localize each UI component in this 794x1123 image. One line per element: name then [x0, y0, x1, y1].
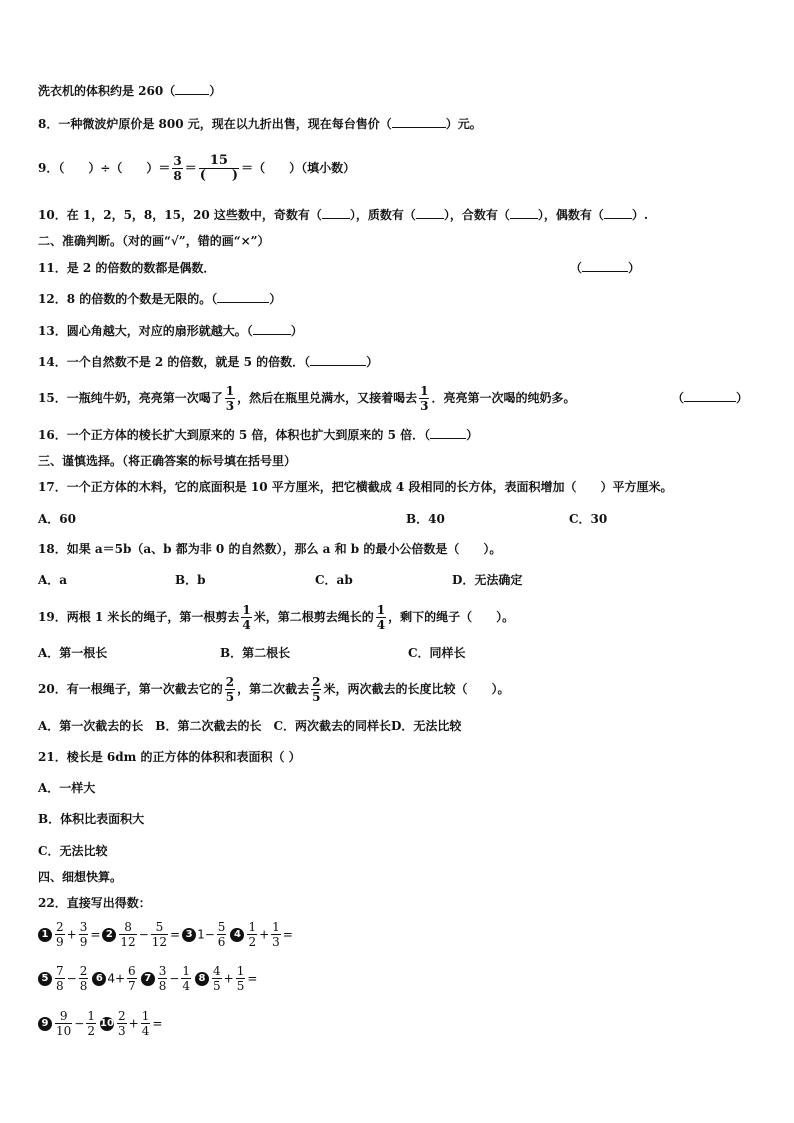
option-a[interactable]: A．一样大: [38, 781, 96, 795]
question-text: 12．8 的倍数的个数是无限的。（: [38, 292, 218, 306]
item-number-badge: 8: [195, 972, 209, 986]
question-19: [38, 597, 514, 637]
question-text: 20．有一根绳子，第一次截去它的: [38, 682, 223, 696]
fraction: [236, 964, 246, 993]
question-text: 15．一瓶纯牛奶，亮亮第一次喝了: [38, 391, 223, 405]
fraction: [79, 964, 89, 993]
equals-sign: ＝: [184, 161, 197, 175]
option-a[interactable]: A．60: [38, 512, 77, 526]
question-text-end: ）元。: [445, 117, 482, 131]
fraction: [55, 964, 65, 993]
fraction: [172, 154, 182, 183]
question-11-answer: [570, 260, 640, 276]
question-text: ），合数有（: [443, 208, 510, 222]
numerator: 1: [242, 603, 251, 617]
equals-sign: =: [247, 971, 258, 986]
question-text: 13．圆心角越大，对应的扇形就越大。（: [38, 324, 253, 338]
numerator: 1: [376, 603, 386, 617]
item-number-badge: 4: [230, 928, 244, 942]
question-7-tail: [38, 83, 221, 99]
paren-close: ）: [209, 84, 222, 98]
answer-blank[interactable]: [322, 208, 350, 219]
whole-number: 4: [107, 971, 115, 986]
question-9: [38, 148, 355, 188]
fraction: [247, 920, 257, 949]
answer-blank[interactable]: [175, 84, 209, 95]
option-b[interactable]: B．40: [406, 512, 445, 526]
option-a[interactable]: A．第一根长: [38, 646, 108, 660]
question-text: 16．一个正方体的棱长扩大到原来的 5 倍，体积也扩大到原来的 5 倍．（: [38, 428, 431, 442]
denominator: 3: [420, 399, 429, 413]
question-17: 17．一个正方体的木料，它的底面积是 10 平方厘米，把它横截成 4 段相同的长方体，表面积增加（ ）平方厘米。: [38, 480, 673, 494]
question-text: 14．一个自然数不是 2 的倍数，就是 5 的倍数．（: [38, 355, 311, 369]
question-text: 8．一种微波炉原价是 800 元，现在以九折出售，现在每台售价（: [38, 117, 392, 131]
numerator: 1: [182, 964, 191, 978]
question-text: 10．在 1，2，5，8，15，20 这些数中，奇数有（: [38, 208, 322, 222]
option-a[interactable]: A．a: [38, 573, 68, 587]
denominator: 4: [376, 618, 386, 632]
fraction: [419, 384, 429, 413]
fraction: [311, 675, 321, 704]
question-18: 18．如果 a＝5b（a、b 都为非 0 的自然数），那么 a 和 b 的最小公倍数是（ ）。: [38, 542, 502, 556]
question-text: ），质数有（: [349, 208, 416, 222]
operator: −: [74, 1016, 85, 1031]
numerator: 1: [87, 1009, 95, 1023]
question-15: [38, 378, 575, 418]
question-20: [38, 669, 509, 709]
calc-row: [38, 964, 259, 993]
item-number-badge: 10: [100, 1017, 114, 1029]
numerator: 6: [128, 964, 136, 978]
numerator: 3: [79, 920, 88, 934]
denominator: 7: [128, 979, 136, 993]
paren-open: （: [570, 261, 583, 275]
calc-row: [38, 1009, 164, 1038]
options-row[interactable]: A．第一次截去的长 B．第二次截去的长 C．两次截去的同样长D．无法比较: [38, 719, 462, 733]
operator: −: [169, 971, 180, 986]
calc-item: [195, 964, 257, 993]
fraction: [225, 675, 235, 704]
numerator: 9: [55, 1009, 72, 1024]
equals-sign: =: [170, 927, 181, 942]
paren-close: ）: [628, 261, 641, 275]
answer-blank[interactable]: [510, 208, 538, 219]
paren-close: ）: [736, 391, 749, 405]
question-text: 11．是 2 的倍数的数都是偶数．: [38, 261, 216, 275]
question-21: 21．棱长是 6dm 的正方体的体积和表面积（ ）: [38, 750, 301, 764]
fraction-blank: [199, 154, 239, 183]
section-heading-3: 三、谨慎选择。（将正确答案的标号填在括号里）: [38, 454, 297, 468]
numerator: 1: [420, 384, 429, 398]
item-number-badge: 5: [38, 972, 52, 986]
operator: +: [223, 971, 234, 986]
fraction: [86, 1009, 96, 1038]
question-text: ，然后在瓶里兑满水，又接着喝去: [237, 391, 418, 405]
paren-open: （: [672, 391, 685, 405]
calc-item: [38, 964, 90, 993]
item-number-badge: 9: [38, 1017, 52, 1031]
option-b[interactable]: B．第二根长: [220, 646, 291, 660]
answer-blank[interactable]: [310, 355, 366, 366]
answer-blank[interactable]: [217, 292, 269, 303]
denominator: 3: [225, 399, 235, 413]
answer-blank[interactable]: [416, 208, 444, 219]
paren-close: ）: [269, 292, 282, 306]
question-22: 22．直接写出得数：: [38, 896, 151, 910]
item-number-badge: 7: [141, 972, 155, 986]
question-12: [38, 291, 281, 307]
calc-row: [38, 920, 295, 949]
denominator: 5: [213, 979, 221, 993]
numerator: 1: [272, 920, 280, 934]
fraction: [141, 1009, 151, 1038]
numerator: 7: [56, 964, 64, 978]
question-text: 19．两根 1 米长的绳子，第一根剪去: [38, 610, 240, 624]
numerator: 3: [173, 154, 182, 168]
numerator: 1: [225, 384, 235, 398]
numerator: 2: [117, 1009, 126, 1023]
calc-item: [102, 920, 180, 949]
denominator: 4: [242, 618, 251, 632]
question-text: 米，第二根剪去绳长的: [253, 610, 374, 624]
equals-sign: =: [152, 1016, 163, 1031]
question-13: [38, 323, 303, 339]
numerator: 5: [217, 920, 226, 934]
numerator: 4: [213, 964, 221, 978]
fraction: [151, 920, 168, 949]
calc-item: [92, 964, 138, 993]
denominator: 5: [236, 979, 245, 993]
item-number-badge: 3: [182, 928, 196, 942]
paren-close: ）: [366, 355, 379, 369]
item-number-badge: 2: [102, 928, 116, 942]
numerator: 2: [56, 920, 64, 934]
denominator: 6: [217, 935, 226, 949]
numerator: 2: [312, 675, 321, 689]
fraction: [119, 920, 136, 949]
denominator-blank[interactable]: ( ): [199, 168, 239, 183]
fraction: [127, 964, 137, 993]
fraction: [117, 1009, 127, 1038]
operator: +: [128, 1016, 139, 1031]
question-14: [38, 354, 378, 370]
calc-item: [38, 920, 100, 949]
whole-number: 1: [197, 927, 205, 942]
option-b[interactable]: B．体积比表面积大: [38, 812, 145, 826]
section-heading-2: 二、准确判断。（对的画“√”，错的画“×”）: [38, 234, 270, 248]
denominator: 9: [56, 935, 64, 949]
numerator: 15: [199, 154, 239, 169]
question-15-answer: [672, 390, 748, 406]
calc-item: [38, 1009, 98, 1038]
question-text: ），偶数有（: [537, 208, 604, 222]
denominator: 2: [87, 1024, 95, 1038]
denominator: 8: [56, 979, 64, 993]
denominator: 8: [158, 979, 167, 993]
fraction: [271, 920, 281, 949]
denominator: 3: [272, 935, 280, 949]
denominator: 8: [173, 169, 182, 183]
answer-blank[interactable]: [604, 208, 632, 219]
question-text: ，剩下的绳子（ ）。: [388, 610, 515, 624]
option-c[interactable]: C．同样长: [408, 646, 466, 660]
denominator: 4: [141, 1024, 150, 1038]
denominator: 4: [182, 979, 191, 993]
paren-close: ）: [466, 428, 479, 442]
numerator: 1: [248, 920, 257, 934]
denominator: 8: [79, 979, 88, 993]
numerator: 1: [236, 964, 245, 978]
numerator: 2: [79, 964, 88, 978]
denominator: 12: [151, 935, 168, 949]
question-text: ．亮亮第一次喝的纯奶多。: [431, 391, 576, 405]
calc-item: [230, 920, 292, 949]
option-c[interactable]: C．无法比较: [38, 844, 108, 858]
fraction: [212, 964, 222, 993]
question-text: 9．（ ）÷（ ）＝: [38, 161, 171, 175]
answer-blank[interactable]: [430, 428, 466, 439]
equals-sign: =: [282, 927, 293, 942]
option-b[interactable]: B．b: [175, 573, 206, 587]
operator: +: [114, 971, 126, 986]
denominator: 2: [248, 935, 257, 949]
fraction: [225, 384, 235, 413]
fraction: [55, 920, 65, 949]
fraction: [376, 603, 386, 632]
question-11: [38, 260, 215, 276]
fraction: [158, 964, 168, 993]
numerator: 3: [158, 964, 167, 978]
answer-blank[interactable]: [684, 391, 736, 402]
question-text-end: ＝（ ）（填小数）: [241, 161, 356, 175]
operator: +: [66, 927, 77, 942]
question-text: ，第二次截去: [237, 682, 310, 696]
denominator: 5: [225, 690, 235, 704]
fraction: [55, 1009, 72, 1038]
denominator: 10: [56, 1024, 72, 1038]
question-8: [38, 116, 482, 132]
item-number-badge: 6: [92, 972, 106, 986]
denominator: 9: [79, 935, 88, 949]
question-10: [38, 207, 648, 223]
numerator: 5: [151, 920, 168, 935]
calc-item: [182, 920, 228, 949]
paren-close: ）: [290, 324, 303, 338]
question-16: [38, 427, 478, 443]
denominator: 5: [312, 690, 321, 704]
question-text-end: ）.: [631, 208, 649, 222]
operator: −: [138, 927, 149, 942]
option-c[interactable]: C．ab: [315, 573, 353, 587]
fraction: [217, 920, 227, 949]
calc-item: [141, 964, 193, 993]
section-heading-4: 四、细想快算。: [38, 870, 123, 884]
item-number-badge: 1: [38, 928, 52, 942]
operator: +: [259, 927, 270, 942]
question-text: 米，两次截去的长度比较（ ）。: [323, 682, 510, 696]
answer-blank[interactable]: [582, 261, 628, 272]
fraction: [181, 964, 191, 993]
denominator: 12: [120, 935, 136, 949]
fraction: [241, 603, 251, 632]
denominator: 3: [117, 1024, 126, 1038]
equals-sign: =: [90, 927, 101, 942]
question-text: 洗衣机的体积约是 260（: [38, 84, 176, 98]
fraction: [79, 920, 89, 949]
calc-item: [100, 1009, 162, 1038]
numerator: 1: [141, 1009, 150, 1023]
operator: −: [204, 927, 215, 942]
operator: −: [66, 971, 77, 986]
numerator: 8: [119, 920, 136, 935]
answer-blank[interactable]: [253, 324, 291, 335]
option-c[interactable]: C．30: [569, 512, 608, 526]
option-d[interactable]: D．无法确定: [452, 573, 523, 587]
answer-blank[interactable]: [392, 117, 446, 128]
numerator: 2: [225, 675, 235, 689]
